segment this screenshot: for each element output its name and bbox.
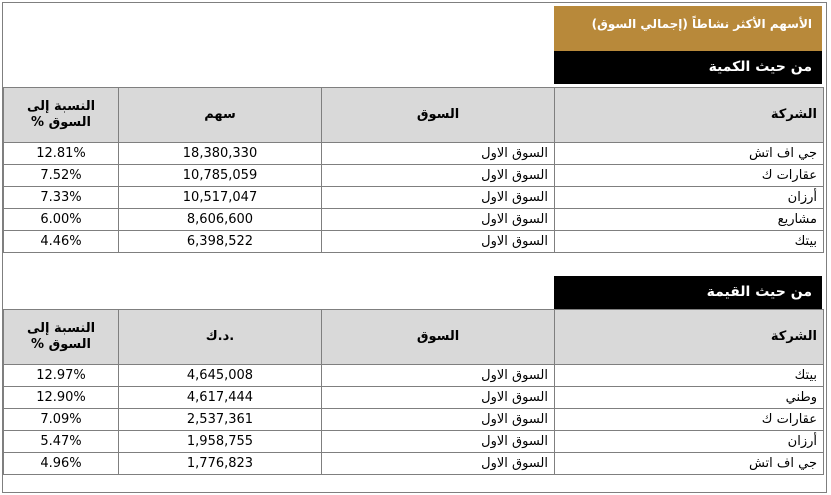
amount-header: سهم (119, 88, 322, 143)
percent-cell: 12.97% (4, 365, 119, 387)
amount-cell: 6,398,522 (119, 231, 322, 253)
amount-cell: 1,776,823 (119, 453, 322, 475)
amount-header: د.ك. (119, 310, 322, 365)
volume-table (3, 87, 824, 253)
table-row (4, 365, 824, 387)
percent-cell: 4.96% (4, 453, 119, 475)
value-table (3, 309, 824, 475)
company-cell: أرزان (555, 187, 824, 209)
company-cell: مشاريع (555, 209, 824, 231)
table-row (4, 431, 824, 453)
market-cell: السوق الاول (322, 387, 555, 409)
percent-cell: 7.52% (4, 165, 119, 187)
market-cell: السوق الاول (322, 143, 555, 165)
table-row (4, 409, 824, 431)
market-cell: السوق الاول (322, 231, 555, 253)
company-cell: أرزان (555, 431, 824, 453)
table-row (4, 187, 824, 209)
percent-cell: 7.33% (4, 187, 119, 209)
market-header: السوق (322, 310, 555, 365)
amount-cell: 4,645,008 (119, 365, 322, 387)
market-cell: السوق الاول (322, 409, 555, 431)
percent-cell: 12.90% (4, 387, 119, 409)
volume-header-row (4, 88, 824, 143)
market-cell: السوق الاول (322, 165, 555, 187)
percent-cell: 7.09% (4, 409, 119, 431)
market-cell: السوق الاول (322, 453, 555, 475)
company-cell: بيتك (555, 365, 824, 387)
table-row (4, 387, 824, 409)
value-header-row (4, 310, 824, 365)
amount-cell: 8,606,600 (119, 209, 322, 231)
amount-cell: 10,785,059 (119, 165, 322, 187)
volume-section-title: من حيث الكمية (554, 51, 822, 84)
market-cell: السوق الاول (322, 187, 555, 209)
company-cell: بيتك (555, 231, 824, 253)
percent-cell: 5.47% (4, 431, 119, 453)
company-cell: جي اف اتش (555, 143, 824, 165)
amount-cell: 4,617,444 (119, 387, 322, 409)
report-title: الأسهم الأكثر نشاطاً (إجمالي السوق) (554, 6, 822, 51)
market-cell: السوق الاول (322, 209, 555, 231)
percent-cell: 12.81% (4, 143, 119, 165)
table-row (4, 453, 824, 475)
table-row (4, 231, 824, 253)
company-cell: عقارات ك (555, 165, 824, 187)
table-row (4, 209, 824, 231)
amount-cell: 10,517,047 (119, 187, 322, 209)
table-row (4, 165, 824, 187)
company-cell: وطني (555, 387, 824, 409)
market-cell: السوق الاول (322, 365, 555, 387)
market-header: السوق (322, 88, 555, 143)
value-section-title: من حيث القيمة (554, 276, 822, 309)
percent-header: النسبة إلى السوق % (4, 310, 119, 365)
company-header: الشركة (555, 88, 824, 143)
company-cell: جي اف اتش (555, 453, 824, 475)
percent-cell: 6.00% (4, 209, 119, 231)
percent-cell: 4.46% (4, 231, 119, 253)
market-cell: السوق الاول (322, 431, 555, 453)
amount-cell: 2,537,361 (119, 409, 322, 431)
company-cell: عقارات ك (555, 409, 824, 431)
amount-cell: 18,380,330 (119, 143, 322, 165)
table-row (4, 143, 824, 165)
amount-cell: 1,958,755 (119, 431, 322, 453)
company-header: الشركة (555, 310, 824, 365)
percent-header: النسبة إلى السوق % (4, 88, 119, 143)
